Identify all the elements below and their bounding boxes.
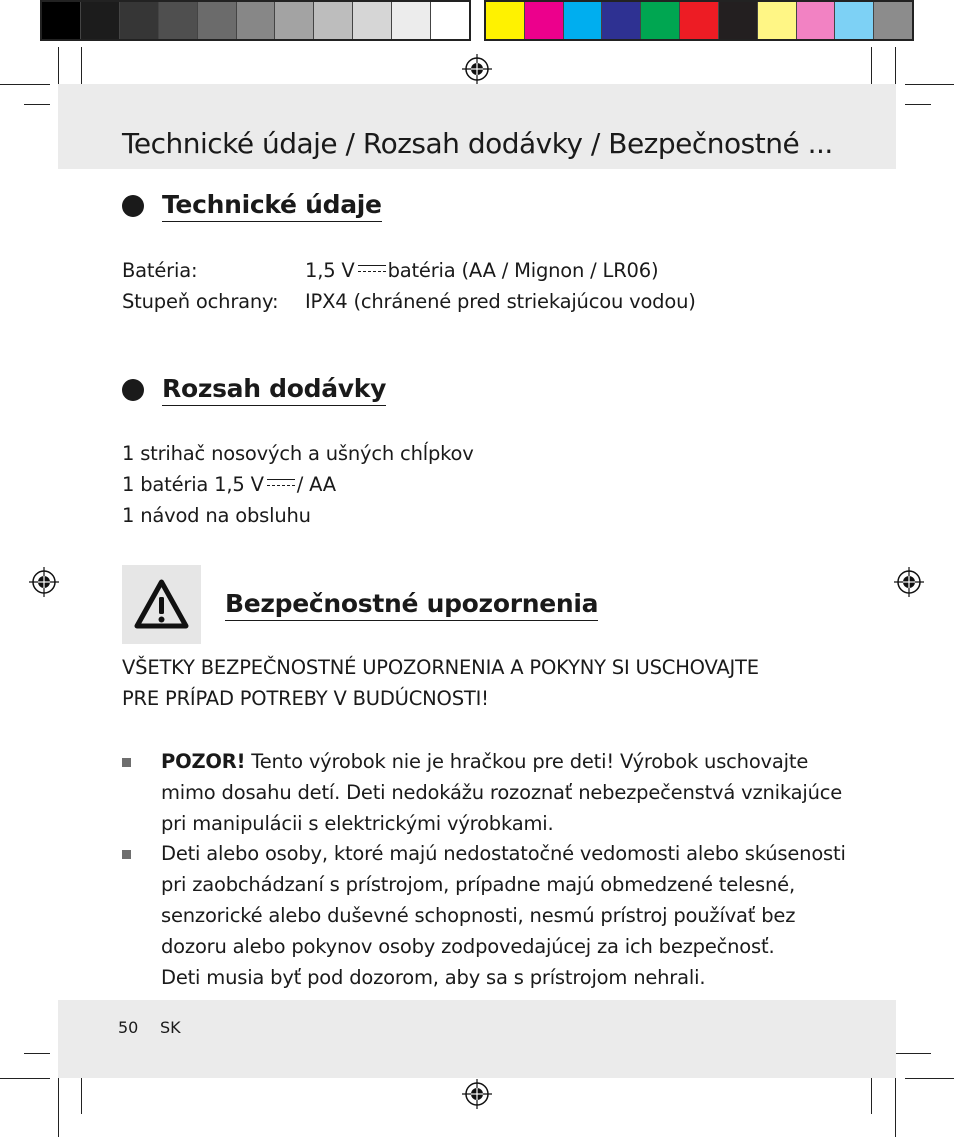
color-swatch	[81, 2, 120, 39]
crop-mark	[871, 47, 872, 89]
registration-mark-icon	[29, 567, 59, 597]
crop-mark	[905, 1078, 954, 1079]
color-swatch	[680, 2, 719, 39]
color-swatch	[353, 2, 392, 39]
bullet-dot-icon	[122, 195, 144, 217]
warning-box	[122, 565, 201, 644]
list-item: 1 strihač nosových a ušných chĺpkov	[122, 442, 474, 465]
section-title: Bezpečnostné upozornenia	[225, 589, 598, 621]
bullet-line: dozoru alebo pokynov osoby zodpovedajúcej za ich bezpečnosť.	[161, 935, 775, 958]
color-swatch	[392, 2, 431, 39]
bullet-square-icon	[122, 850, 131, 859]
battery-voltage: 1,5 V	[305, 259, 355, 282]
battery-label: Batéria:	[122, 259, 198, 282]
warning-label: POZOR!	[161, 750, 246, 773]
color-swatch	[874, 2, 912, 39]
bullet-line	[161, 746, 808, 777]
bullet-line: Deti musia byť pod dozorom, aby sa s prístrojom nehrali.	[161, 966, 706, 989]
color-swatch	[525, 2, 564, 39]
protection-label: Stupeň ochrany:	[122, 290, 279, 313]
language-code: SK	[160, 1018, 181, 1037]
dc-symbol-icon	[358, 263, 386, 277]
crop-mark	[0, 84, 50, 85]
safety-heading	[225, 589, 598, 618]
color-swatch	[198, 2, 237, 39]
color-swatch	[719, 2, 758, 39]
bullet-line: pri manipulácii s elektrickými výrobkami.	[161, 812, 554, 835]
registration-mark-icon	[462, 1079, 492, 1109]
bullet-line: senzorické alebo duševné schopnosti, nesmú prístroj používať bez	[161, 904, 796, 927]
crop-mark	[81, 47, 82, 89]
list-item	[122, 469, 336, 500]
delivery-heading	[122, 374, 386, 406]
section-title: Technické údaje	[162, 190, 382, 222]
color-swatch	[564, 2, 603, 39]
color-swatch	[835, 2, 874, 39]
color-swatch	[758, 2, 797, 39]
crop-mark	[895, 47, 896, 89]
warning-triangle-icon	[122, 565, 201, 644]
crop-mark	[81, 1072, 82, 1114]
dc-symbol-icon	[267, 477, 295, 491]
crop-mark	[58, 47, 59, 89]
color-swatch	[797, 2, 836, 39]
safety-notice: VŠETKY BEZPEČNOSTNÉ UPOZORNENIA A POKYNY SI USCHOVAJTE	[122, 656, 759, 679]
protection-value: IPX4 (chránené pred striekajúcou vodou)	[305, 290, 696, 313]
technical-heading	[122, 190, 382, 222]
crop-mark	[24, 1053, 50, 1054]
battery-value	[305, 255, 658, 286]
crop-mark	[905, 84, 954, 85]
color-swatch	[42, 2, 81, 39]
crop-mark	[0, 1078, 50, 1079]
bullet-line: mimo dosahu detí. Deti nedokážu rozoznať nebezpečenstvá vznikajúce	[161, 781, 843, 804]
footer-band	[58, 1000, 896, 1078]
color-swatch	[602, 2, 641, 39]
color-swatch	[431, 2, 469, 39]
registration-mark-icon	[894, 567, 924, 597]
bullet-dot-icon	[122, 379, 144, 401]
battery-type: batéria (AA / Mignon / LR06)	[387, 259, 659, 282]
registration-mark-icon	[462, 54, 492, 84]
list-item: 1 návod na obsluhu	[122, 504, 311, 527]
safety-notice: PRE PRÍPAD POTREBY V BUDÚCNOSTI!	[122, 687, 489, 710]
bullet-square-icon	[122, 758, 131, 767]
crop-mark	[58, 1072, 59, 1137]
crop-mark	[895, 1072, 896, 1137]
color-swatch	[486, 2, 525, 39]
grayscale-color-bar	[40, 0, 471, 41]
crop-mark	[905, 104, 931, 105]
bullet-line: pri zaobchádzaní s prístrojom, prípadne majú obmedzené telesné,	[161, 873, 795, 896]
page-number: 50	[118, 1018, 139, 1037]
color-swatch	[120, 2, 159, 39]
battery-item-text: 1 batéria 1,5 V	[122, 473, 264, 496]
color-swatch	[237, 2, 276, 39]
color-swatch	[314, 2, 353, 39]
section-title: Rozsah dodávky	[162, 374, 386, 406]
crop-mark	[24, 104, 50, 105]
process-color-bar	[484, 0, 914, 41]
bullet-line: Deti alebo osoby, ktoré majú nedostatočné vedomosti alebo skúsenosti	[161, 842, 846, 865]
page-title: Technické údaje / Rozsah dodávky / Bezpečnostné ...	[122, 127, 833, 160]
battery-item-suffix: / AA	[296, 473, 336, 496]
color-swatch	[159, 2, 198, 39]
color-swatch	[641, 2, 680, 39]
color-swatch	[275, 2, 314, 39]
crop-mark	[871, 1072, 872, 1114]
bullet-text: Tento výrobok nie je hračkou pre deti! Výrobok uschovajte	[251, 750, 809, 773]
